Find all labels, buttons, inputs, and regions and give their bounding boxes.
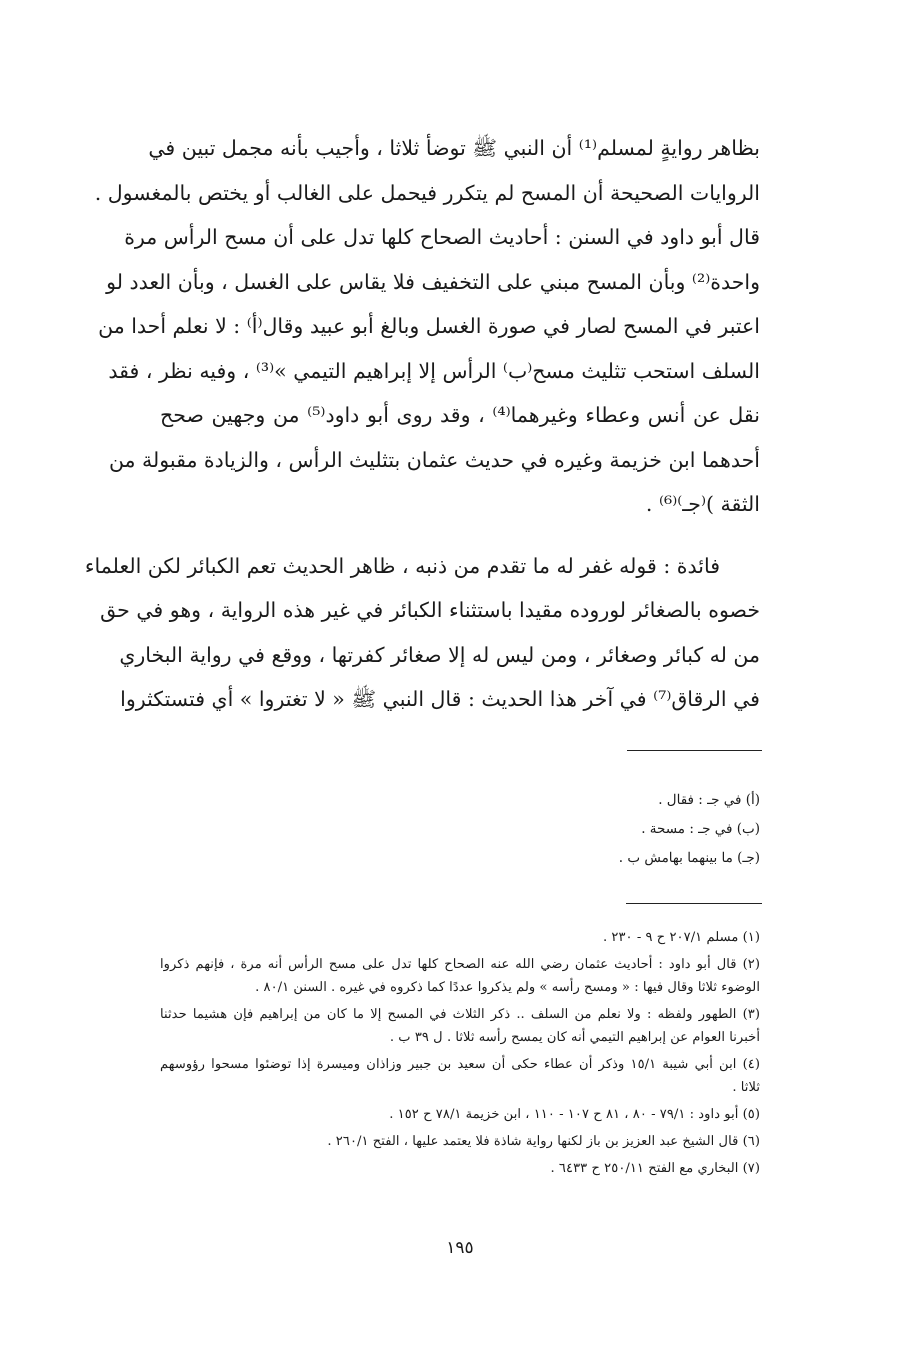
text-line: أحدهما ابن خزيمة وغيره في حديث عثمان بتثليث الرأس ، والزيادة مقبولة من [108, 447, 760, 472]
text-line: في الرقاق⁽⁷⁾ في آخر هذا الحديث : قال النبي ﷺ « لا تغتروا » أي فتستكثروا [120, 687, 760, 711]
footnote-continuation: ثلاثا . [732, 1080, 760, 1095]
footnote: (٥) أبو داود : ٧٩/١ - ٨٠ ، ٨١ ح ١٠٧ - ١١٠ ، ابن خزيمة ٧٨/١ ح ١٥٢ . [389, 1107, 760, 1122]
footnote: (٤) ابن أبي شيبة ١٥/١ وذكر أن عطاء حكى أن سعيد بن جبير وزاذان وميسرة إذا توضئوا مسحوا رؤوسهم [160, 1057, 760, 1072]
footnote: (٣) الطهور ولفظه : ولا نعلم من السلف .. ذكر الثلاث في المسح إلا ما كان من إبراهيم فإن هشيما حدثنا [160, 1007, 760, 1022]
text-line: السلف استحب تثليث مسح⁽ب⁾ الرأس إلا إبراهيم التيمي »⁽³⁾ ، وفيه نظر ، فقد [108, 358, 760, 383]
footnotes-divider [626, 903, 762, 904]
variant-note: (جـ) ما بينهما بهامش ب . [618, 850, 760, 866]
footnote-continuation: الوضوء ثلاثا وقال فيها : « ومسح رأسه » ولم يذكروا عددًا كما ذكروه في غيره . السنن ٨٠/١ . [255, 980, 760, 995]
text-line: فائدة : قوله غفر له ما تقدم من ذنبه ، ظاهر الحديث تعم الكبائر لكن العلماء [84, 553, 720, 578]
main-text [84, 126, 761, 722]
text-line: بظاهر روايةٍ لمسلم⁽¹⁾ أن النبي ﷺ توضأ ثلاثا ، وأجيب بأنه مجمل تبين في [148, 136, 760, 160]
text-line: الثقة )⁽جـ⁾⁽⁶⁾ . [645, 492, 760, 516]
page-number: ١٩٥ [446, 1238, 474, 1258]
footnotes [160, 926, 760, 1180]
paragraph-gap [160, 527, 760, 544]
footnote: (٧) البخاري مع الفتح ٢٥٠/١١ ح ٦٤٣٣ . [550, 1161, 760, 1176]
footnote: (٢) قال أبو داود : أحاديث عثمان رضي الله عنه الصحاح كلها تدل على مسح الرأس أنه مرة ، فإنهم ذكروا [160, 957, 760, 972]
variant-note: (ب) في جـ : مسحة . [641, 821, 760, 837]
footnote-continuation: أخبرنا العوام عن إبراهيم التيمي أنه كان يمسح رأسه ثلاثا . ل ٣٩ ب . [389, 1030, 760, 1045]
text-line: قال أبو داود في السنن : أحاديث الصحاح كلها تدل على أن مسح الرأس مرة [124, 225, 760, 249]
text-line: واحدة⁽²⁾ وبأن المسح مبني على التخفيف فلا يقاس على الغسل ، وبأن العدد لو [106, 269, 760, 294]
variants-divider [627, 750, 762, 751]
manuscript-variants [440, 786, 760, 873]
footnote: (١) مسلم ٢٠٧/١ ح ٩ - ٢٣٠ . [602, 930, 760, 945]
text-line: نقل عن أنس وعطاء وغيرهما⁽⁴⁾ ، وقد روى أبو داود⁽⁵⁾ من وجهين صحح [160, 403, 761, 427]
variant-note: (أ) في جـ : فقال . [658, 792, 760, 808]
text-line: من له كبائر وصغائر ، ومن ليس له إلا صغائر كفرتها ، ووقع في رواية البخاري [119, 642, 760, 667]
text-line: خصوه بالصغائر لوروده مقيدا باستثناء الكبائر في غير هذه الرواية ، وهو في حق [100, 598, 760, 622]
footnote: (٦) قال الشيخ عبد العزيز بن باز لكنها رواية شاذة فلا يعتمد عليها ، الفتح ٢٦٠/١ . [327, 1134, 760, 1149]
text-line: اعتبر في المسح لصار في صورة الغسل وبالغ أبو عبيد وقال⁽أ⁾ : لا نعلم أحدا من [98, 314, 760, 338]
text-line: الروايات الصحيحة أن المسح لم يتكرر فيحمل على الغالب أو يختص بالمغسول . [94, 180, 760, 205]
